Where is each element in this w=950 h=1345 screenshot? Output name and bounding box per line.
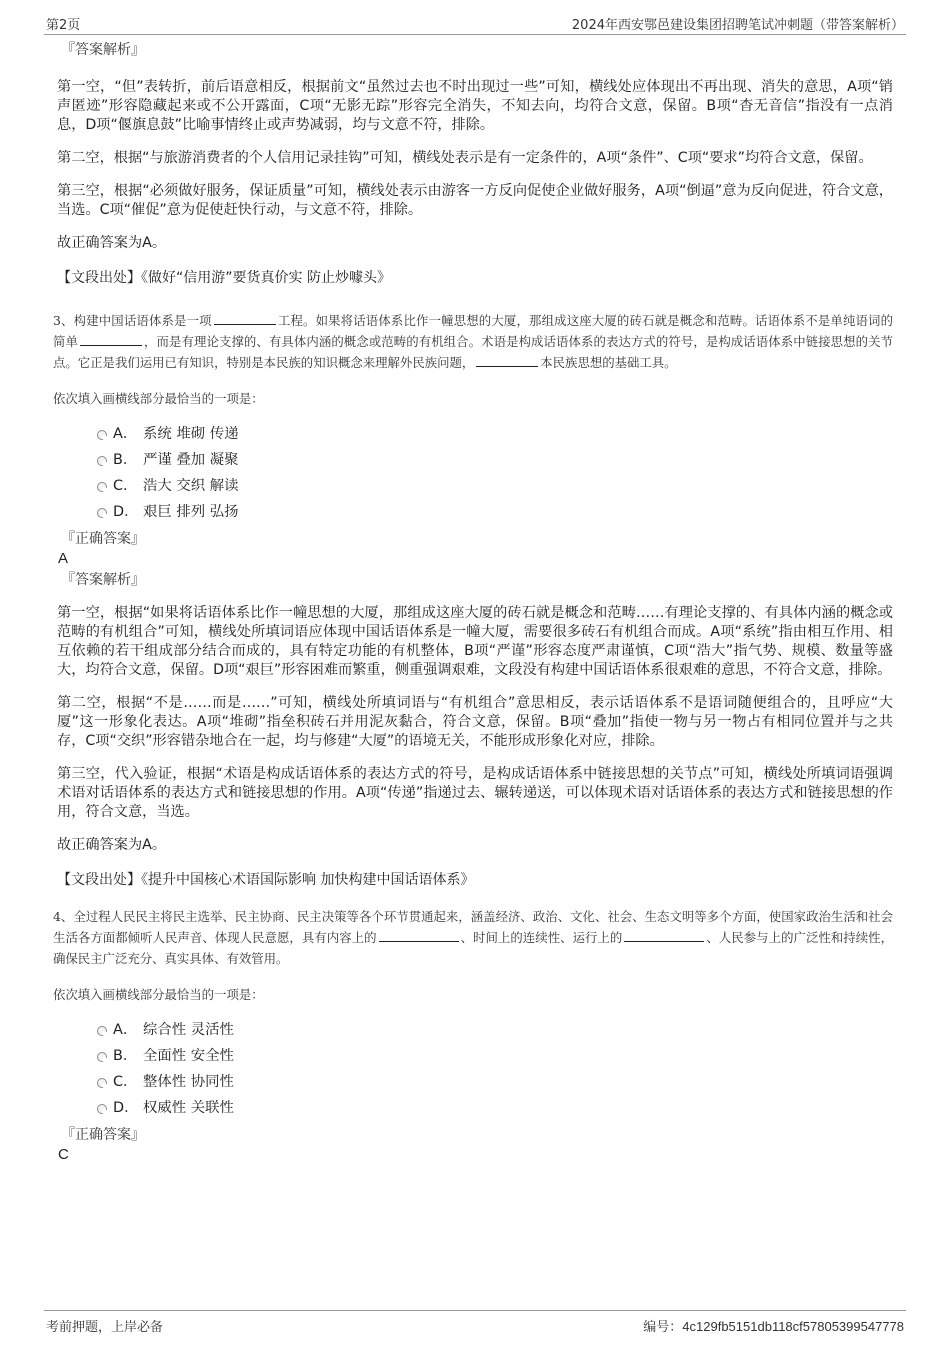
analysis-label: 『答案解析』	[61, 572, 145, 588]
q2-analysis-blank1: 第一空，“但”表转折，前后语意相反，根据前文“虽然过去也不时出现过一些”可知，横线处应体现出不再出现、消失的意思，A项“销声匿迹”形容隐藏起来或不公开露面，C项“无影无踪”形容完全消失，不知去向，均符合文意，保留。B项“杳无音信”指没有一点消息，D项“偃旗息鼓”比喻事情终止或声势减弱，均与文意不符，排除。	[57, 79, 893, 133]
q3-option-a[interactable]: A． 系统 堆砌 传递	[93, 421, 893, 447]
radio-icon[interactable]	[97, 1026, 107, 1036]
fill-blank	[379, 929, 459, 942]
q3-option-c[interactable]: C． 浩大 交织 解读	[93, 473, 893, 499]
q2-analysis-blank3: 第三空，根据“必须做好服务，保证质量”可知，横线处表示由游客一方反向促使企业做好服务，A项“倒逼”意为反向促进，符合文意，当选。C项“催促”意为促使赶快行动，与文意不符，排除。	[57, 183, 893, 218]
q4-option-b[interactable]: B． 全面性 安全性	[93, 1043, 893, 1069]
radio-icon[interactable]	[97, 1078, 107, 1088]
q3-answer: A	[58, 550, 69, 567]
fill-blank	[476, 354, 538, 367]
fill-blank	[624, 929, 704, 942]
q4-option-d[interactable]: D． 权威性 关联性	[93, 1095, 893, 1121]
radio-icon[interactable]	[97, 1052, 107, 1062]
page-number: 第2页	[46, 18, 81, 33]
q3-option-b[interactable]: B． 严谨 叠加 凝聚	[93, 447, 893, 473]
q4-answer: C	[58, 1146, 69, 1163]
fill-blank	[80, 333, 142, 346]
correct-label: 『正确答案』	[61, 531, 145, 547]
page-content	[53, 40, 894, 1164]
footer-slogan: 考前押题，上岸必备	[46, 1320, 164, 1335]
radio-icon[interactable]	[97, 430, 107, 440]
q3-prompt: 依次填入画横线部分最恰当的一项是：	[53, 391, 264, 406]
q2-conclusion: 故正确答案为A。	[57, 235, 167, 251]
radio-icon[interactable]	[97, 456, 107, 466]
q4-prompt: 依次填入画横线部分最恰当的一项是：	[53, 987, 264, 1002]
analysis-label: 『答案解析』	[61, 42, 145, 58]
q3-conclusion: 故正确答案为A。	[57, 837, 167, 853]
q3-analysis-blank3: 第三空，代入验证，根据“术语是构成话语体系的表达方式的符号，是构成话语体系中链接思想的关节点”可知，横线处所填词语强调术语对话语体系的表达方式和链接思想的作用。A项“传递”指递过去、辗转递送，可以体现术语对话语体系的表达方式和链接思想的作用，符合文意，当选。	[57, 766, 893, 820]
correct-label: 『正确答案』	[61, 1127, 145, 1143]
radio-icon[interactable]	[97, 482, 107, 492]
page-footer	[44, 1310, 906, 1333]
q4-options	[93, 1017, 893, 1121]
q3-analysis-blank1: 第一空，根据“如果将话语体系比作一幢思想的大厦，那组成这座大厦的砖石就是概念和范畴……有理论支撑的、有具体内涵的概念或范畴的有机组合”可知，横线处所填词语应体现中国话语体系是一幢大厦，需要很多砖石有机组合而成。A项“系统”指由相互作用、相互依赖的若干组成部分结合而成的，具有特定功能的有机整体，B项“严谨”形容态度严肃谨慎，C项“浩大”指气势、规模、数量等盛大，均符合文意，保留。D项“艰巨”形容困难而繁重，侧重强调艰难，文段没有构建中国话语体系很艰难的意思，不符合文意，排除。	[57, 605, 893, 678]
page-header	[44, 14, 906, 35]
q3-source: 【文段出处】《提升中国核心术语国际影响 加快构建中国话语体系》	[57, 872, 475, 888]
q3-options	[93, 421, 893, 525]
q4-question-text: 4、全过程人民民主将民主选举、民主协商、民主决策等各个环节贯通起来，涵盖经济、政治、文化、社会、生态文明等多个方面，使国家政治生活和社会生活各方面都倾听人民声音、体现人民意愿，具有内容上的 、时间上的连续性、运行上的 、人民参与上的广泛性和持续性，确保民主广泛充分、真实具体、有效管用。	[53, 909, 894, 966]
radio-icon[interactable]	[97, 508, 107, 518]
document-title: 2024年西安鄂邑建设集团招聘笔试冲刺题（带答案解析）	[571, 18, 904, 33]
radio-icon[interactable]	[97, 1104, 107, 1114]
q3-option-d[interactable]: D． 艰巨 排列 弘扬	[93, 499, 893, 525]
q2-analysis-blank2: 第二空，根据“与旅游消费者的个人信用记录挂钩”可知，横线处表示是有一定条件的，A项“条件”、C项“要求”均符合文意，保留。	[57, 150, 873, 166]
fill-blank	[214, 312, 276, 325]
q3-question-text: 3、构建中国话语体系是一项 工程。如果将话语体系比作一幢思想的大厦，那组成这座大厦的砖石就是概念和范畴。话语体系不是单纯语词的简单 ，而是有理论支撑的、有具体内涵的概念或范畴的有机组合。术语是构成话语体系的表达方式的符号，是构成话语体系中链接思想的关节点。它正是我们运用已有知识，特别是本民族的知识概念来理解外民族问题， 本民族思想的基础工具。	[53, 313, 894, 370]
q4-option-a[interactable]: A． 综合性 灵活性	[93, 1017, 893, 1043]
q2-source: 【文段出处】《做好“信用游”要货真价实 防止炒噱头》	[57, 270, 391, 286]
q4-option-c[interactable]: C． 整体性 协同性	[93, 1069, 893, 1095]
q3-analysis-blank2: 第二空，根据“不是……而是……”可知，横线处所填词语与“有机组合”意思相反，表示话语体系不是语词随便组合的，且呼应“大厦”这一形象化表达。A项“堆砌”指垒积砖石并用泥灰黏合，符合文意，保留。B项“叠加”指使一物与另一物占有相同位置并与之共存，C项“交织”形容错杂地合在一起，均与修建“大厦”的语境无关，不能形成形象化对应，排除。	[57, 695, 893, 749]
document-code: 编号：4c129fb5151db118cf57805399547778	[643, 1319, 904, 1335]
